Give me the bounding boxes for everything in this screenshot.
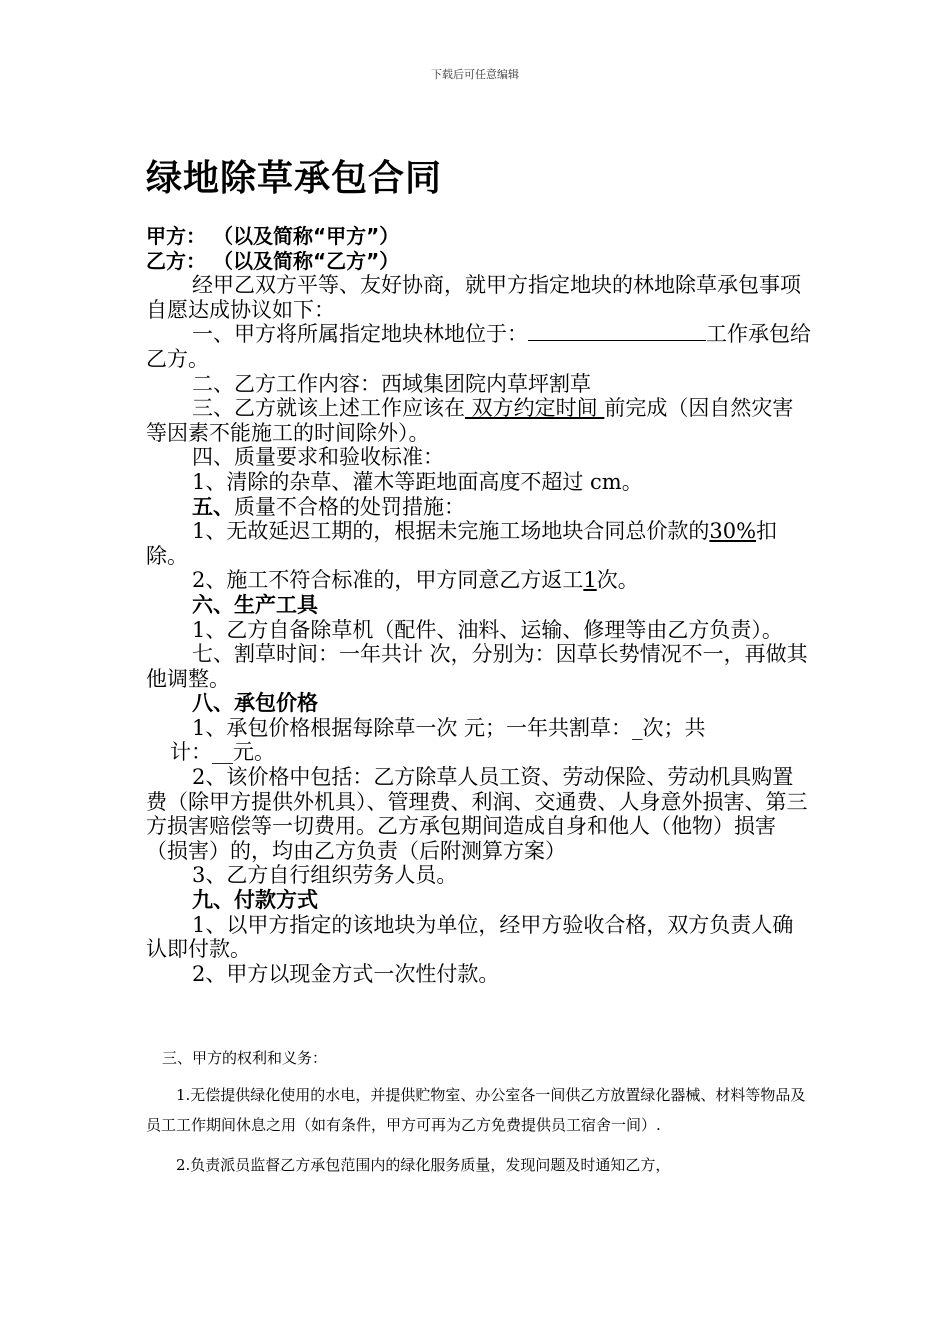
location-blank [528,322,706,341]
clause-5 [146,495,814,520]
clause-3-text: 三、乙方就该上述工作应该在 [192,396,465,421]
intro-paragraph: 经甲乙双方平等、友好协商，就甲方指定地块的林地除草承包事项自愿达成协议如下： [146,273,801,322]
clause-5-2-tail: 次。 [596,568,639,593]
clause-4: 四、质量要求和验收标准： [192,445,444,470]
contract-body [146,224,814,986]
clause-8-1-continued: 计：__元。 [170,740,275,765]
clause-5-2 [146,568,814,593]
clause-6: 六、生产工具 [192,592,318,617]
clause-4-1: 1、清除的杂草、灌木等距地面高度不超过 cm。 [192,469,643,494]
clause-1 [146,322,814,371]
clause-1-tail: 工作承包给乙方。 [146,322,811,371]
clause-9-1: 1、以甲方指定的该地块为单位，经甲方验收合格，双方负责人确认即付款。 [146,912,794,962]
clause-2: 二、乙方工作内容：西域集团院内草坪割草 [192,371,591,396]
clause-8: 八、承包价格 [192,691,318,716]
clause-9: 九、付款方式 [192,888,318,913]
party-b-line: 乙方： （以及简称“乙方”） [146,248,400,273]
rights-item-1: 1.无偿提供绿化使用的水电，并提供贮物室、办公室各一间供乙方放置绿化器械、材料等物品及员工工作期间休息之用（如有条件，甲方可再为乙方免费提供员工宿舍一间）. [146,1086,806,1134]
page-header-note: 下载后可任意编辑 [431,68,519,81]
clause-5-1-tail: 扣除。 [146,519,778,568]
deduction-percent: 30% [709,519,757,544]
rights-section [146,1046,818,1180]
clause-8-3: 3、乙方自行组织劳务人员。 [192,863,458,888]
clause-5-text: 质量不合格的处罚措施： [234,494,465,519]
rights-item-2: 2.负责派员监督乙方承包范围内的绿化服务质量，发现问题及时通知乙方， [176,1156,671,1174]
clause-1-text: 一、甲方将所属指定地块林地位于： [192,322,528,347]
party-a-line: 甲方： （以及简称“甲方”） [146,224,400,248]
document-title: 绿地除草承包合同 [146,158,443,199]
clause-3-tail: 前完成（因自然灾害等因素不能施工的时间除外）。 [146,396,794,445]
clause-5-number: 五、 [192,494,234,519]
clause-5-1-text: 1、无故延迟工期的，根据未完施工场地块合同总价款的 [192,519,710,544]
clause-7: 七、割草时间：一年共计 次，分别为：因草长势情况不一，再做其他调整。 [146,642,808,691]
rework-count: 1 [583,568,597,593]
clause-3 [146,396,814,445]
clause-6-1: 1、乙方自备除草机（配件、油料、运输、修理等由乙方负责）。 [192,617,783,642]
agreed-time-underlined: 双方约定时间 [465,396,605,421]
clause-8-2: 2、该价格中包括：乙方除草人员工资、劳动保险、劳动机具购置费（除甲方提供外机具）、管理费、利润、交通费、人身意外损害、第三方损害赔偿等一切费用。乙方承包期间造成自身和他人（他物）损害（损害）的，均由乙方负责（后附测算方案） [146,765,808,863]
clause-5-1 [146,519,814,568]
clause-8-1: 1、承包价格根据每除草一次 元；一年共割草：_次；共 [192,715,706,740]
clause-5-2-text: 2、施工不符合标准的，甲方同意乙方返工 [192,568,584,593]
clause-9-2: 2、甲方以现金方式一次性付款。 [192,961,500,986]
rights-heading: 三、甲方的权利和义务： [162,1049,328,1067]
